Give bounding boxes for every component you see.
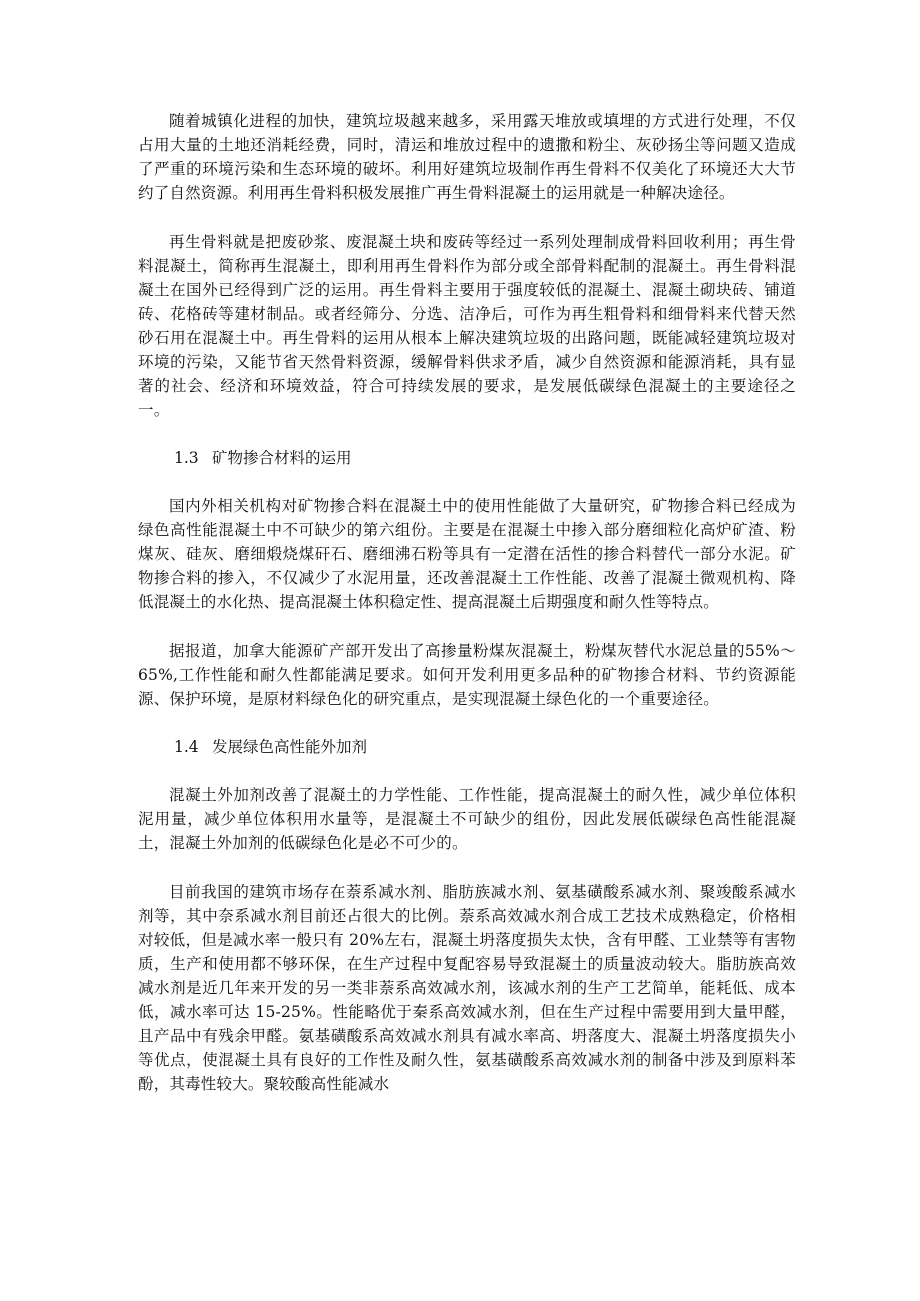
section-number: 1.3 xyxy=(174,449,199,467)
section-number: 1.4 xyxy=(174,738,199,756)
paragraph-mineral-admixture: 国内外相关机构对矿物掺合料在混凝土中的使用性能做了大量研究，矿物掺合料已经成为绿色高性能混凝土中不可缺少的第六组份。主要是在混凝土中掺入部分磨细粒化高炉矿渣、粉煤灰、硅灰、磨细煅烧煤矸石、磨细沸石粉等具有一定潜在活性的掺合料替代一部分水泥。矿物掺合料的掺入，不仅减少了水泥用量，还改善混凝土工作性能、改善了混凝土微观机构、降低混凝土的水化热、提高混凝土体积稳定性、提高混凝土后期强度和耐久性等特点。 xyxy=(138,497,796,611)
section-heading-1-3 xyxy=(138,446,796,470)
paragraph-water-reducers: 目前我国的建筑市场存在萘系减水剂、脂肪族减水剂、氨基磺酸系减水剂、聚竣酸系减水剂等，其中奈系减水剂目前还占很大的比例。萘系高效减水剂合成工艺技术成熟稳定，价格相对较低，但是减水率一般只有 20%左右，混凝土坍落度损失太快，含有甲醛、工业禁等有害物质，生产和使用都不够环保，在生产过程中复配容易导致混凝土的质量波动较大。脂肪族高效减水剂是近几年来开发的另一类非萘系高效减水剂，该减水剂的生产工艺简单，能耗低、成本低，减水率可达 15-25%。性能略优于秦系高效减水剂，但在生产过程中需要用到大量甲醛，且产品中有残余甲醛。氨基磺酸系高效减水剂具有减水率高、坍落度大、混凝土坍落度损失小等优点，使混凝土具有良好的工作性及耐久性，氨基磺酸系高效减水剂的制备中涉及到原料苯酚，其毒性较大。聚较酸高性能减水 xyxy=(138,883,796,1093)
document-body xyxy=(138,109,796,1096)
paragraph-construction-waste: 随着城镇化进程的加快，建筑垃圾越来越多，采用露天堆放或填埋的方式进行处理，不仅占用大量的土地还消耗经费，同时，清运和堆放过程中的遗撒和粉尘、灰砂扬尘等问题又造成了严重的环境污染和生态环境的破坏。利用好建筑垃圾制作再生骨料不仅美化了环境还大大节约了自然资源。利用再生骨料积极发展推广再生骨料混凝土的运用就是一种解决途径。 xyxy=(138,112,796,202)
section-heading-1-4 xyxy=(138,735,796,759)
paragraph-admixture-intro: 混凝土外加剂改善了混凝土的力学性能、工作性能，提高混凝土的耐久性，减少单位体积泥用量，减少单位体积用水量等，是混凝土不可缺少的组份，因此发展低碳绿色高性能混凝土，混凝土外加剂的低碳绿色化是必不可少的。 xyxy=(138,786,796,852)
section-title: 发展绿色高性能外加剂 xyxy=(212,738,368,756)
paragraph-recycled-aggregate: 再生骨料就是把废砂浆、废混凝土块和废砖等经过一系列处理制成骨料回收利用；再生骨料混凝土，简称再生混凝土，即利用再生骨料作为部分或全部骨料配制的混凝土。再生骨料混凝土在国外已经得到广泛的运用。再生骨料主要用于强度较低的混凝土、混凝土砌块砖、铺道砖、花格砖等建材制品。或者经筛分、分选、洁净后，可作为再生粗骨料和细骨料来代替天然砂石用在混凝土中。再生骨料的运用从根本上解决建筑垃圾的出路问题，既能减轻建筑垃圾对环境的污染，又能节省天然骨料资源，缓解骨料供求矛盾，减少自然资源和能源消耗，具有显著的社会、经济和环境效益，符合可持续发展的要求，是发展低碳绿色混凝土的主要途径之一。 xyxy=(138,233,796,419)
section-title: 矿物掺合材料的运用 xyxy=(212,449,352,467)
paragraph-fly-ash-report: 据报道，加拿大能源矿产部开发出了高掺量粉煤灰混凝土，粉煤灰替代水泥总量的55%～65%,工作性能和耐久性都能满足要求。如何开发利用更多品种的矿物掺合材料、节约资源能源、保护环境，是原材料绿色化的研究重点，是实现混凝土绿色化的一个重要途径。 xyxy=(138,642,796,708)
